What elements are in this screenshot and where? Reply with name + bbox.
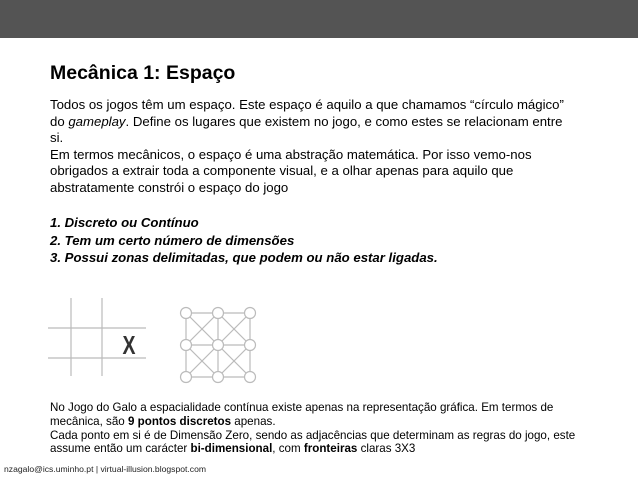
bottom-p1-bold: 9 pontos discretos <box>127 414 232 428</box>
intro-p1-emphasis: gameplay <box>68 113 126 129</box>
bottom-p2-text-a: Cada ponto em si é de Dimensão Zero, sendo as adjacências que determinam as regras do jogo, este assume então um carácter <box>50 428 576 456</box>
bottom-paragraph-2 <box>50 429 590 457</box>
point-item-1: 1. Discreto ou Contínuo <box>50 215 199 230</box>
bottom-p2-bold-2: fronteiras <box>303 442 358 456</box>
point-item-2: 2. Tem um certo número de dimensões <box>50 232 295 248</box>
bottom-p2-text-b: claras 3X3 <box>357 442 416 456</box>
top-bar <box>0 0 638 38</box>
grid-point-3 <box>245 308 256 319</box>
bottom-paragraph-1 <box>50 401 590 429</box>
grid-point-8 <box>213 372 224 383</box>
point-item-3: 3. Possui zonas delimitadas, que podem ou não estar ligadas. <box>50 250 438 265</box>
intro-p1-text-b: . Define os lugares que existem no jogo, e como estes se relacionam entre si. <box>50 113 563 145</box>
tictactoe-x-mark: X <box>122 330 136 360</box>
bottom-p2-text-mid: , com <box>272 442 304 456</box>
grid-point-6 <box>245 340 256 351</box>
intro-paragraph-2: Em termos mecânicos, o espaço é uma abstração matemática. Por isso vemo-nos obrigados a extrair toda a componente visual, e a olhar apenas para aquilo que abstratamente constrói o espaço do jogo <box>50 146 532 195</box>
bottom-p2-bold-1: bi-dimensional <box>190 442 273 456</box>
grid-point-5 <box>213 340 224 351</box>
grid-point-1 <box>181 308 192 319</box>
grid-point-7 <box>181 372 192 383</box>
slide-title: Mecânica 1: Espaço <box>50 62 236 84</box>
bottom-p1-text-b: apenas. <box>231 414 276 428</box>
intro-text <box>50 97 570 196</box>
intro-paragraph-1 <box>50 97 570 147</box>
footer-credits: nzagalo@ics.uminho.pt | virtual-illusion.blogspot.com <box>4 464 207 474</box>
bottom-explanation <box>50 401 590 456</box>
grid-point-2 <box>213 308 224 319</box>
grid-point-9 <box>245 372 256 383</box>
grid-point-4 <box>181 340 192 351</box>
tictactoe-grid-illustration <box>48 298 148 376</box>
bottom-p1-text-a: No Jogo do Galo a espacialidade contínua existe apenas na representação gráfica. Em termos de mecânica, são <box>50 401 554 428</box>
nine-points-grid-illustration <box>178 305 258 385</box>
mechanics-points-list <box>50 214 590 267</box>
intro-p1-text-a: Todos os jogos têm um espaço. Este espaço é aquilo a que chamamos “círculo mágico” do <box>50 97 564 129</box>
